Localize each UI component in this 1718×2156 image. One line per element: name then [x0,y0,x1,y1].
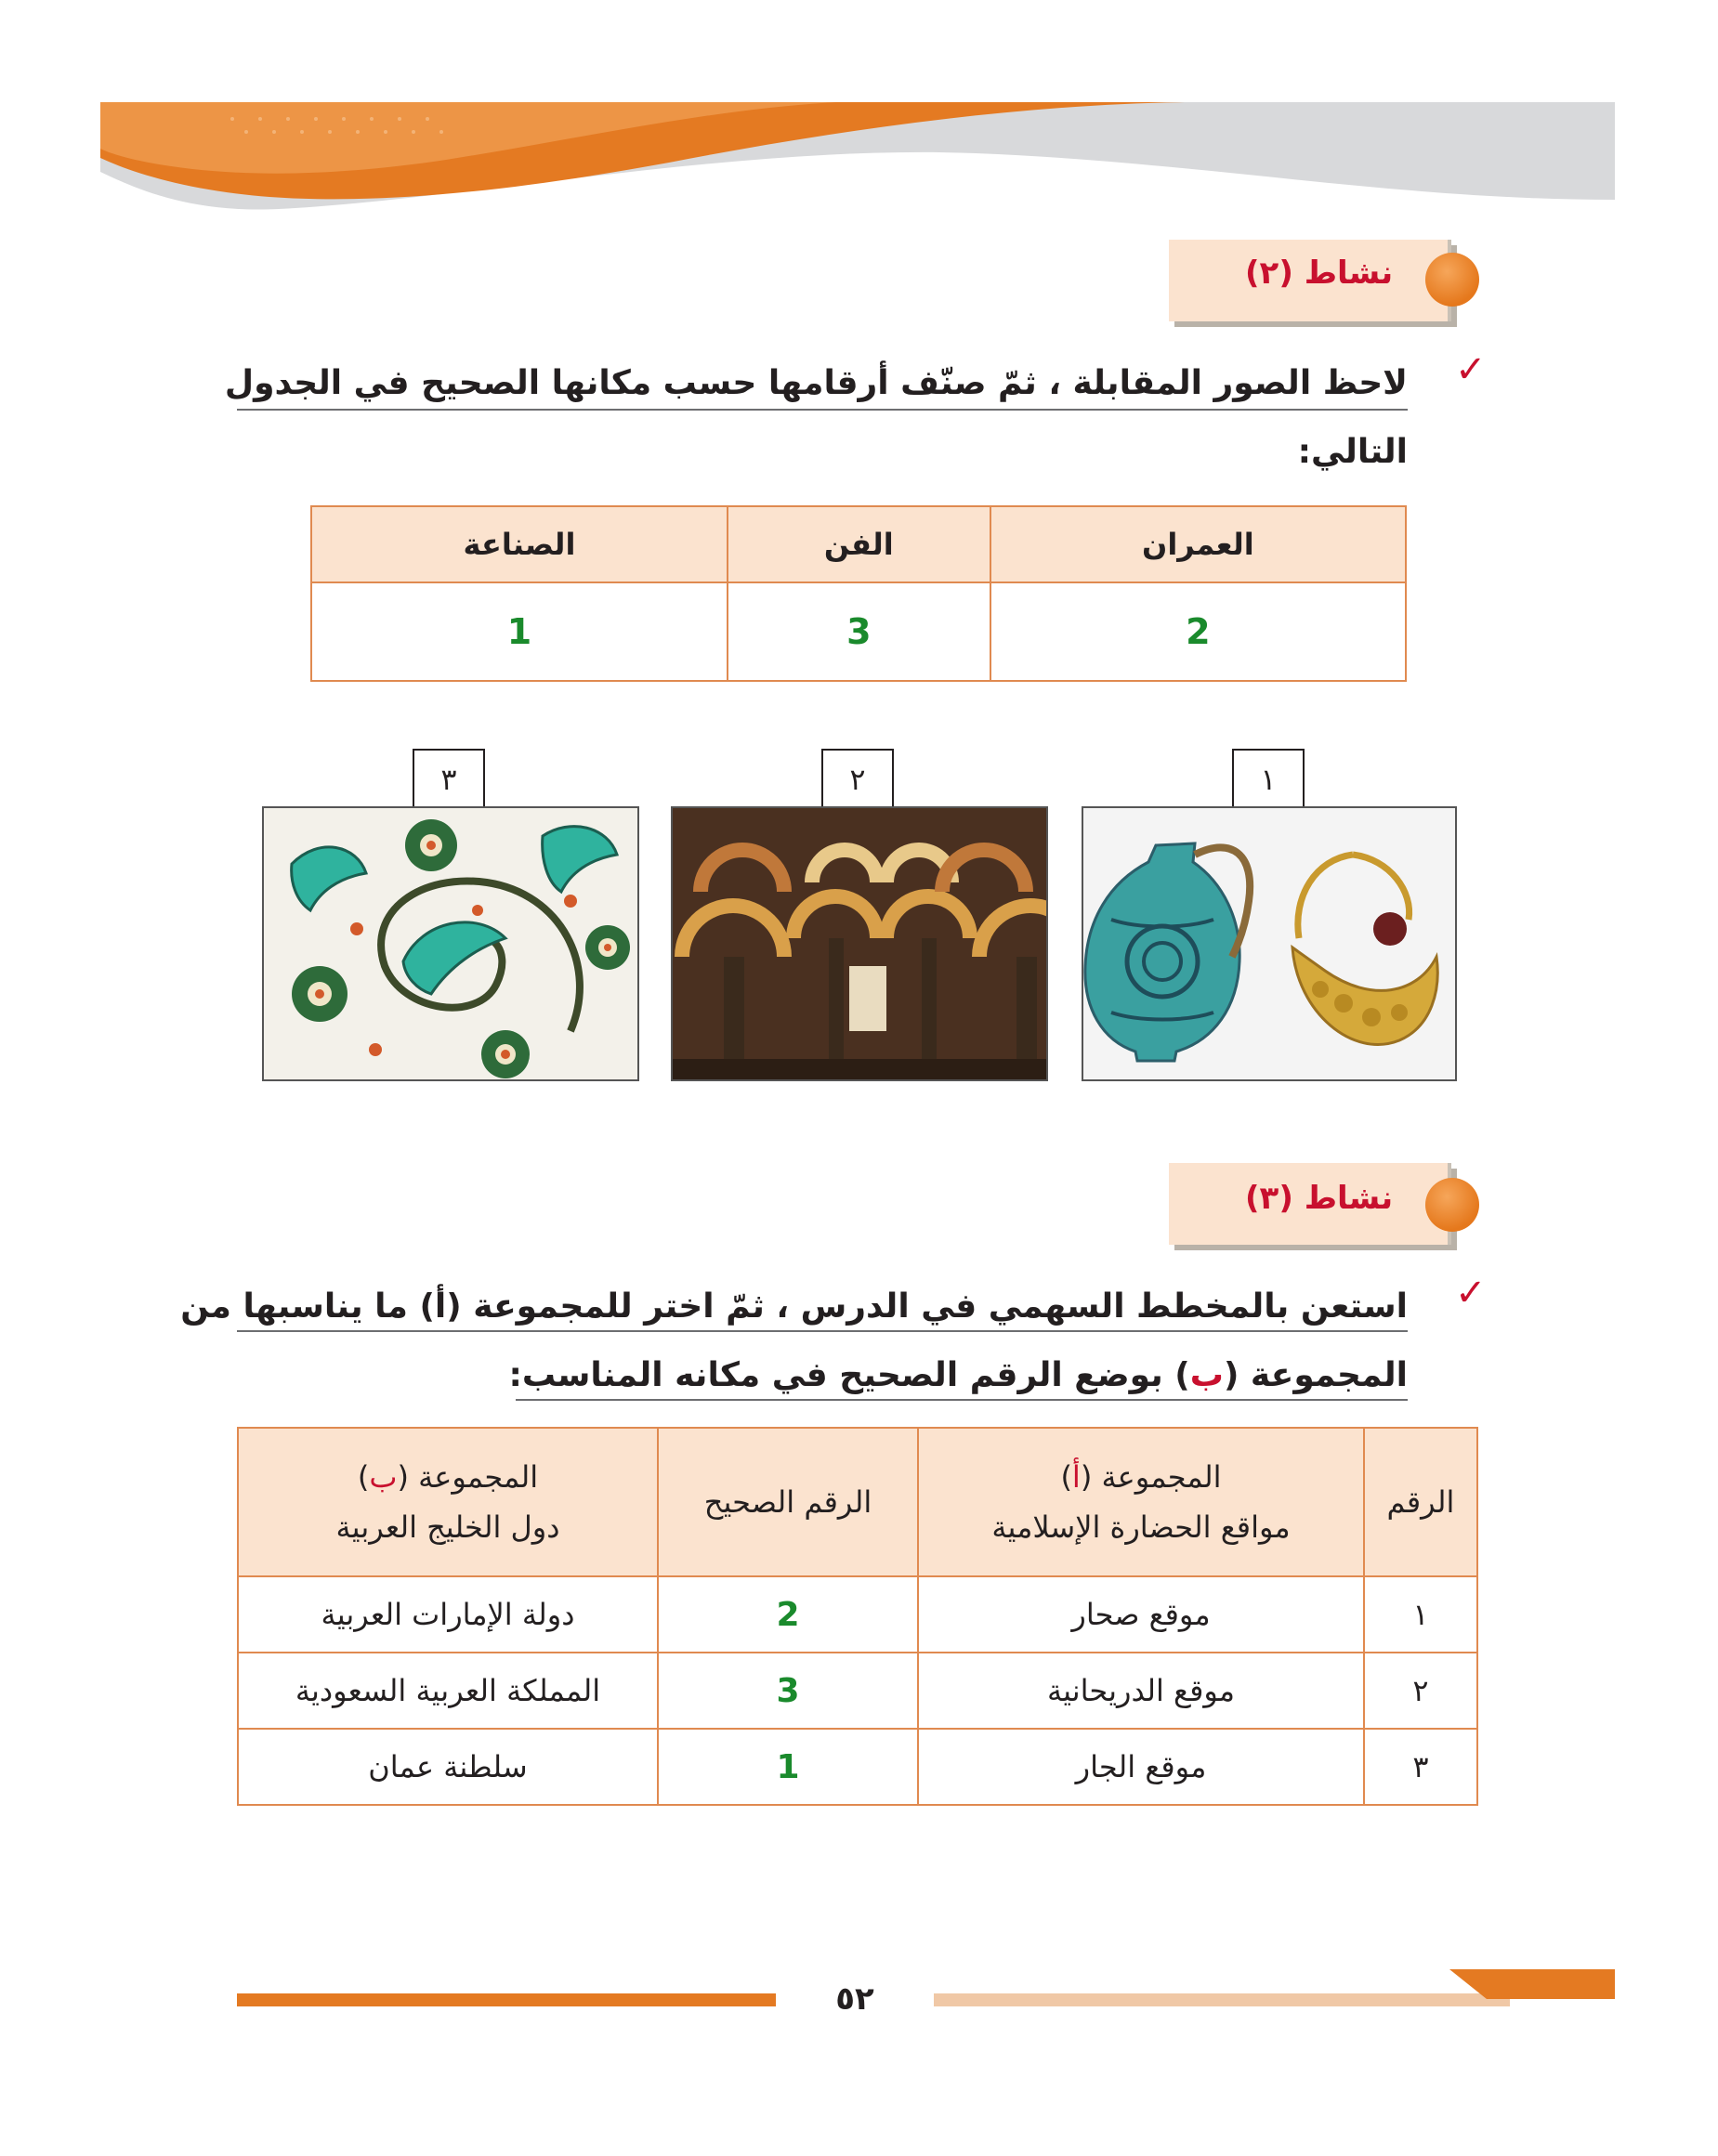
activity-2-instruction-line1: لاحظ الصور المقابلة ، ثمّ صنّف أرقامها حسب مكانها الصحيح في الجدول [224,364,1408,402]
row-number: ٣ [1364,1729,1477,1805]
activity-bullet-icon [1425,253,1479,307]
row-number: ٢ [1364,1653,1477,1729]
underline [516,1399,1408,1401]
answer-cell-urbanism[interactable]: 2 [990,582,1406,681]
mosque-arches-image [671,806,1048,1081]
table-header-correct-number: الرقم الصحيح [658,1428,918,1576]
answer-cell-art[interactable]: 3 [728,582,990,681]
answer-cell[interactable]: 2 [658,1576,918,1653]
table-row [238,1653,1477,1729]
table-row [238,1729,1477,1805]
table-header-art: الفن [728,506,990,582]
classification-table [310,505,1407,682]
image-label-3: ٣ [413,749,485,808]
pottery-jug-and-gold-earring-image [1082,806,1457,1081]
activity-2-instruction-line2: التالي: [1297,433,1408,471]
activity-bullet-icon [1425,1178,1479,1232]
table-header-number: الرقم [1364,1428,1477,1576]
header-wave-decoration [0,0,1718,242]
page-number: ٥٢ [835,1980,874,2018]
country-name: سلطنة عمان [238,1729,658,1805]
activity-3-instruction-line2: المجموعة (ب) بوضع الرقم الصحيح في مكانه المناسب: [508,1356,1408,1394]
checkmark-icon: ✓ [1455,348,1487,391]
activity-3-title: نشاط (٣) [1245,1180,1394,1217]
table-row [238,1576,1477,1653]
site-name: موقع الدريحانية [918,1653,1364,1729]
table-header-industry: الصناعة [311,506,728,582]
table-header-group-b: المجموعة (ب) دول الخليج العربية [238,1428,658,1576]
country-name: المملكة العربية السعودية [238,1653,658,1729]
table-header-urbanism: العمران [990,506,1406,582]
site-name: موقع الجار [918,1729,1364,1805]
checkmark-icon: ✓ [1455,1272,1487,1314]
answer-cell-industry[interactable]: 1 [311,582,728,681]
underline [237,1330,1408,1332]
floral-tile-art-image [262,806,639,1081]
image-label-1: ١ [1232,749,1305,808]
image-label-2: ٢ [821,749,894,808]
site-name: موقع صحار [918,1576,1364,1653]
table-header-group-a: المجموعة (أ) مواقع الحضارة الإسلامية [918,1428,1364,1576]
answer-cell[interactable]: 1 [658,1729,918,1805]
country-name: دولة الإمارات العربية [238,1576,658,1653]
row-number: ١ [1364,1576,1477,1653]
activity-2-title: نشاط (٢) [1245,255,1394,292]
activity-3-instruction-line1: استعن بالمخطط السهمي في الدرس ، ثمّ اختر للمجموعة (أ) ما يناسبها من [180,1287,1408,1326]
underline [237,409,1408,411]
answer-cell[interactable]: 3 [658,1653,918,1729]
matching-table [237,1427,1478,1806]
